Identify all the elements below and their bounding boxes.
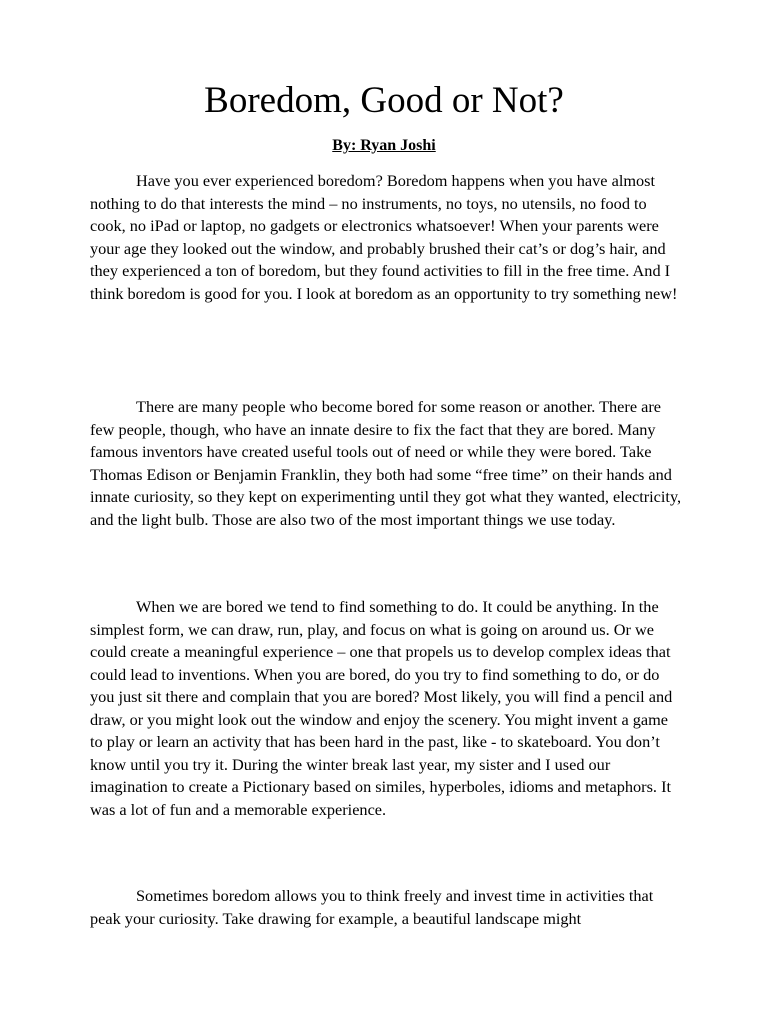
document-title: Boredom, Good or Not? xyxy=(204,80,564,121)
paragraph-4: Sometimes boredom allows you to think freely and invest time in activities that peak your curiosity. Take drawing for example, a beautiful landscape might xyxy=(90,886,654,928)
author-byline: By: Ryan Joshi xyxy=(332,137,436,154)
paragraph-1: Have you ever experienced boredom? Boredom happens when you have almost nothing to do that interests the mind – no instruments, no toys, no utensils, no food to cook, no iPad or laptop, no gadgets or electronics whatsoever! When your parents were your age they looked out the window, and probably brushed their cat’s or dog’s hair, and they experienced a ton of boredom, but they found activities to fill in the free time. And I think boredom is good for you. I look at boredom as an opportunity to try something new! xyxy=(90,171,678,303)
paragraph-2: There are many people who become bored for some reason or another. There are few people, though, who have an innate desire to fix the fact that they are bored. Many famous inventors have created useful tools out of need or while they were bored. Take Thomas Edison or Benjamin Franklin, they both had some “free time” on their hands and innate curiosity, so they kept on experimenting until they got what they wanted, electricity, and the light bulb. Those are also two of the most important things we use today. xyxy=(90,397,682,529)
paragraph-3: When we are bored we tend to find something to do. It could be anything. In the simplest form, we can draw, run, play, and focus on what is going on around us. Or we could create a meaningful experience – one that propels us to develop complex ideas that could lead to inventions. When you are bored, do you try to find something to do, or do you just sit there and complain that you are bored? Most likely, you will find a pencil and draw, or you might look out the window and enjoy the scenery. You might invent a game to play or learn an activity that has been hard in the past, like - to skateboard. You don’t know until you try it. During the winter break last year, my sister and I used our imagination to create a Pictionary based on similes, hyperboles, idioms and metaphors. It was a lot of fun and a memorable experience. xyxy=(90,597,673,819)
